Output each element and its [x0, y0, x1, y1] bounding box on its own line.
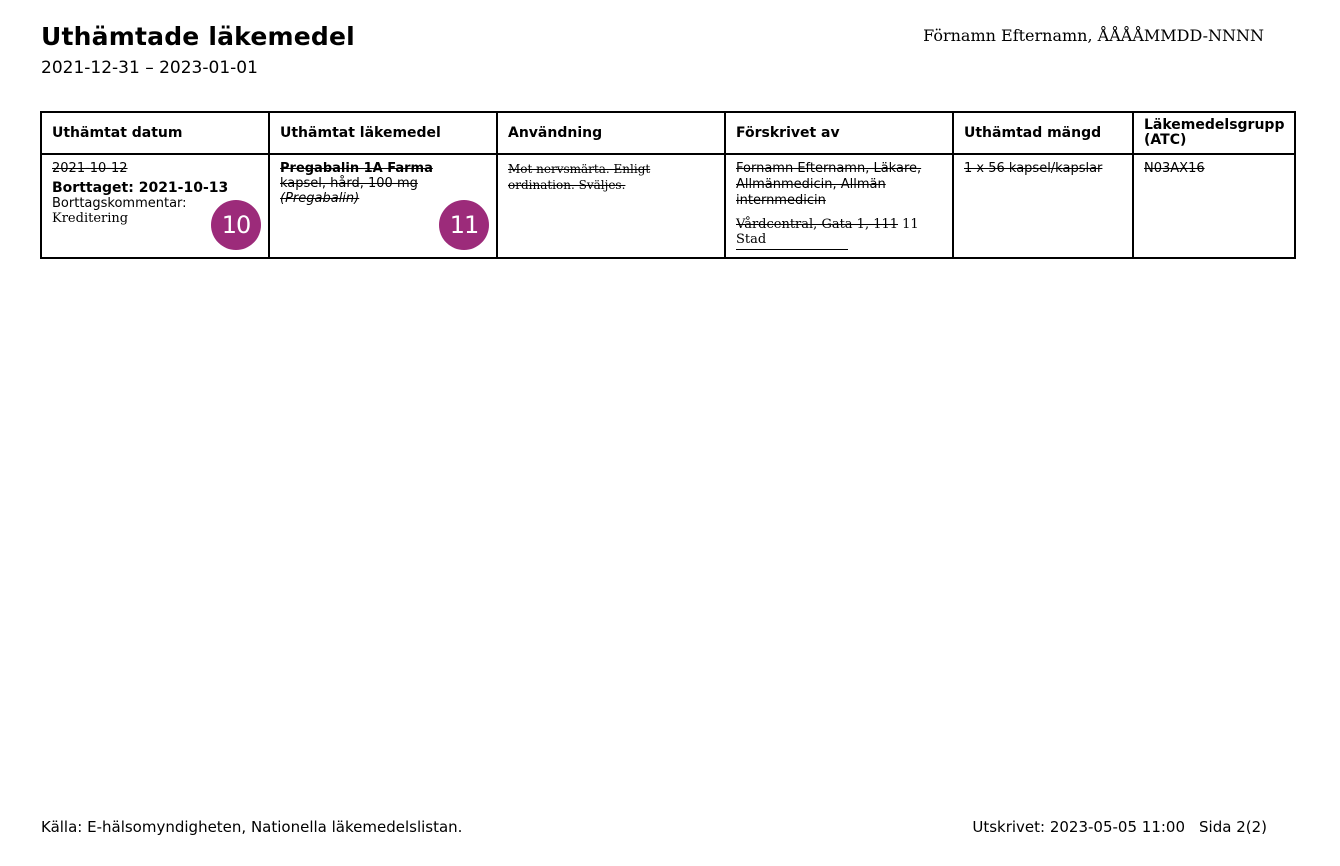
prescriber-text: Fornamn Efternamn, Läkare, Allmänmedicin, Allmän internmedicin	[736, 161, 922, 208]
callout-badge-10: 10	[211, 200, 261, 250]
column-header-usage: Användning	[497, 112, 725, 154]
table-header-row	[41, 112, 1295, 154]
quantity-text: 1 x 56 kapsel/kapslar	[964, 161, 1103, 176]
patient-identity: Förnamn Efternamn, ÅÅÅÅMMDD-NNNN	[923, 26, 1264, 45]
drug-name: Pregabalin 1A Farma	[280, 161, 433, 176]
column-header-atc-group: Läkemedelsgrupp (ATC)	[1133, 112, 1295, 154]
column-header-dispensed-date: Uthämtat datum	[41, 112, 269, 154]
address-struck: Vårdcentral, Gata 1, 111	[736, 217, 899, 232]
printed-timestamp: Utskrivet: 2023-05-05 11:00	[972, 818, 1186, 836]
address-underline	[736, 249, 848, 250]
column-header-prescriber: Förskrivet av	[725, 112, 953, 154]
cell-dispensed-date	[41, 154, 269, 258]
column-header-quantity: Uthämtad mängd	[953, 112, 1133, 154]
footer-source: Källa: E-hälsomyndigheten, Nationella läkemedelslistan.	[41, 818, 463, 836]
removal-comment: Kreditering	[52, 211, 129, 226]
page-number: Sida 2(2)	[1199, 818, 1267, 836]
table-row	[41, 154, 1295, 258]
atc-code: N03AX16	[1144, 161, 1205, 176]
cell-atc-group	[1133, 154, 1295, 258]
prescriber-address	[736, 217, 942, 250]
dispensed-date: 2021-10-12	[52, 161, 128, 176]
dispensed-medicines-table	[40, 111, 1296, 259]
address-rest: 11 Stad	[736, 217, 919, 247]
usage-text: Mot nervsmärta. Enligt ordination. Sväljes.	[508, 162, 651, 192]
cell-prescriber	[725, 154, 953, 258]
removed-date: Borttaget: 2021-10-13	[52, 180, 229, 196]
cell-usage	[497, 154, 725, 258]
footer-print-info	[972, 818, 1267, 836]
page-title: Uthämtade läkemedel	[41, 22, 355, 51]
cell-quantity	[953, 154, 1133, 258]
removal-comment-label: Borttagskommentar:	[52, 196, 187, 211]
date-range: 2021-12-31 – 2023-01-01	[41, 58, 258, 78]
cell-dispensed-medicine	[269, 154, 497, 258]
callout-badge-11: 11	[439, 200, 489, 250]
drug-substance: (Pregabalin)	[280, 191, 360, 206]
column-header-dispensed-medicine: Uthämtat läkemedel	[269, 112, 497, 154]
drug-form: kapsel, hård, 100 mg	[280, 176, 418, 191]
